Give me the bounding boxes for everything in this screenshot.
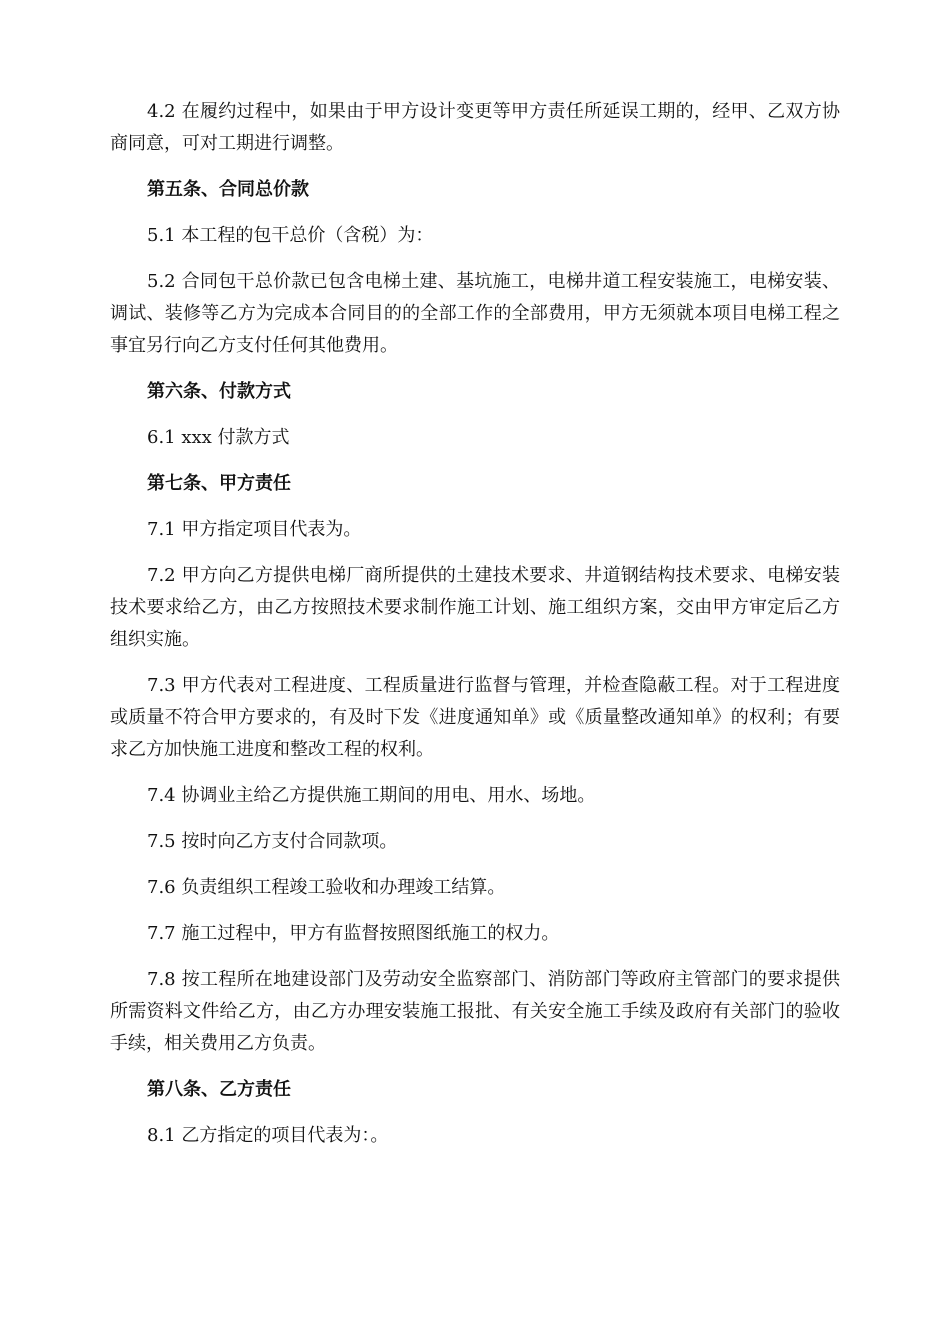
clause-7-2: 7.2 甲方向乙方提供电梯厂商所提供的土建技术要求、井道钢结构技术要求、电梯安装技术要求给乙方，由乙方按照技术要求制作施工计划、施工组织方案，交由甲方审定后乙方组织实施。 [110,565,840,650]
clause-7-8: 7.8 按工程所在地建设部门及劳动安全监察部门、消防部门等政府主管部门的要求提供所需资料文件给乙方，由乙方办理安装施工报批、有关安全施工手续及政府有关部门的验收手续，相关费用乙方负责。 [110,969,840,1054]
section-heading-5: 第五条、合同总价款 [147,179,309,200]
clause-5-1: 5.1 本工程的包干总价（含税）为： [147,225,434,246]
section-heading-6: 第六条、付款方式 [147,381,291,402]
section-heading-8: 第八条、乙方责任 [147,1079,291,1100]
clause-7-6: 7.6 负责组织工程竣工验收和办理竣工结算。 [147,877,506,898]
clause-6-1: 6.1 xxx 付款方式 [147,427,290,448]
clause-7-7: 7.7 施工过程中，甲方有监督按照图纸施工的权力。 [147,923,560,944]
clause-7-5: 7.5 按时向乙方支付合同款项。 [147,831,398,852]
clause-7-4: 7.4 协调业主给乙方提供施工期间的用电、用水、场地。 [147,785,596,806]
clause-5-2: 5.2 合同包干总价款已包含电梯土建、基坑施工，电梯井道工程安装施工，电梯安装、调试、装修等乙方为完成本合同目的的全部工作的全部费用，甲方无须就本项目电梯工程之事宜另行向乙方支付任何其他费用。 [110,271,840,356]
clause-8-1: 8.1 乙方指定的项目代表为：。 [147,1125,389,1146]
clause-7-1: 7.1 甲方指定项目代表为。 [147,519,362,540]
clause-4-2: 4.2 在履约过程中，如果由于甲方设计变更等甲方责任所延误工期的，经甲、乙双方协商同意，可对工期进行调整。 [110,101,840,154]
document-page [110,96,840,1166]
section-heading-7: 第七条、甲方责任 [147,473,291,494]
clause-7-3: 7.3 甲方代表对工程进度、工程质量进行监督与管理，并检查隐蔽工程。对于工程进度或质量不符合甲方要求的，有及时下发《进度通知单》或《质量整改通知单》的权利；有要求乙方加快施工进度和整改工程的权利。 [110,675,840,760]
